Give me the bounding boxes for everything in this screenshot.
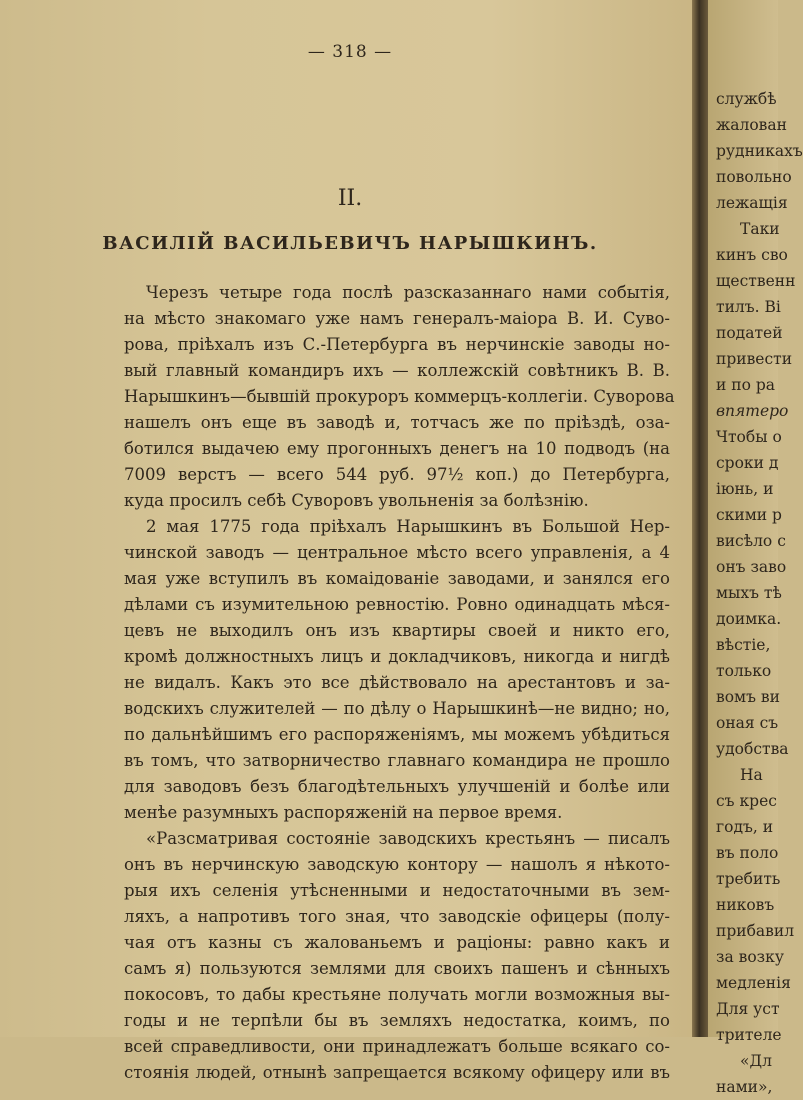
text-line: мая уже вступилъ въ комаідованіе заводами, и занялся его <box>124 569 670 588</box>
right-page-text <box>716 86 803 1100</box>
text-line: чинской заводъ — центральное мѣсто всего управленія, а 4 <box>124 543 670 562</box>
text-line: покосовъ, то дабы крестьяне получать могли возможныя вы- <box>124 985 670 1004</box>
text-line: ляхъ, а напротивъ того зная, что заводскіе офицеры (полу- <box>124 907 670 926</box>
right-page-line: сроки д <box>716 454 779 472</box>
text-line: 2 мая 1775 года пріѣхалъ Нарышкинъ въ Большой Нер- <box>146 517 670 536</box>
right-page-line: щественн <box>716 272 796 290</box>
text-line: годы и не терпѣли бы въ земляхъ недостатка, коимъ, по <box>124 1011 670 1030</box>
text-line: Нарышкинъ—бывшій прокуроръ коммерцъ-коллегіи. Суворова <box>124 387 675 406</box>
right-page-line: кинъ сво <box>716 246 788 264</box>
text-line: рыя ихъ селенія утѣсненными и недостаточными въ зем- <box>124 881 670 900</box>
right-page-line: за возку <box>716 948 784 966</box>
text-line: онъ въ нерчинскую заводскую контору — нашолъ я нѣкото- <box>124 855 670 874</box>
right-page-line: податей <box>716 324 783 342</box>
right-page-line: впятеро <box>716 402 789 420</box>
chapter-number: II. <box>337 186 363 211</box>
right-page-line: На <box>740 766 763 784</box>
right-page-line: никовъ <box>716 896 775 914</box>
right-page-line: требить <box>716 870 781 888</box>
text-line: на мѣсто знакомаго уже намъ генералъ-маіора В. И. Суво- <box>124 309 670 328</box>
text-line: куда просилъ себѣ Суворовъ увольненія за болѣзнію. <box>124 491 589 510</box>
right-page-line: медленія <box>716 974 791 992</box>
right-page-line: скими р <box>716 506 782 524</box>
text-line: дѣлами съ изумительною ревностію. Ровно одинадцать мѣся- <box>124 595 670 614</box>
right-page-line: нами», <box>716 1078 773 1096</box>
text-line: не видалъ. Какъ это все дѣйствовало на арестантовъ и за- <box>124 673 670 692</box>
chapter-title: ВАСИЛІЙ ВАСИЛЬЕВИЧЪ НАРЫШКИНЪ. <box>102 233 598 254</box>
right-page-line: рудникахъ <box>716 142 803 160</box>
right-page-line: онъ заво <box>716 558 787 576</box>
right-page-line: мыхъ тѣ <box>716 584 782 602</box>
text-line: цевъ не выходилъ онъ изъ квартиры своей и никто его, <box>124 621 670 640</box>
right-page-line: вѣстіе, <box>716 636 771 654</box>
text-line: менѣе разумныхъ распоряженій на первое время. <box>124 803 563 822</box>
right-page-edge <box>708 0 803 1096</box>
text-line: «Разсматривая состояніе заводскихъ крестьянъ — писалъ <box>146 829 670 848</box>
text-line: рова, пріѣхалъ изъ С.-Петербурга въ нерчинскіе заводы но- <box>124 335 670 354</box>
right-page-line: доимка. <box>716 610 782 628</box>
right-page-line: іюнь, и <box>716 480 774 498</box>
right-page-line: Таки <box>740 220 780 238</box>
right-page-line: повольно <box>716 168 792 186</box>
text-line: въ томъ, что затворничество главнаго командира не прошло <box>124 751 670 770</box>
right-page-line: удобства <box>716 740 789 758</box>
book-gutter <box>692 0 708 1037</box>
page-number: — 318 — <box>307 42 393 62</box>
text-line: всей справедливости, они принадлежатъ больше всякаго со- <box>124 1037 670 1056</box>
text-line: ботился выдачею ему прогонныхъ денегъ на 10 подводъ (на <box>124 439 670 458</box>
right-page-line: только <box>716 662 772 680</box>
right-page-line: службѣ <box>716 90 777 108</box>
text-line: чая отъ казны съ жалованьемъ и раціоны: равно какъ и <box>124 933 670 952</box>
right-page-line: висѣло с <box>716 532 786 550</box>
right-page-line: Чтобы о <box>716 428 782 446</box>
right-page-line: привести <box>716 350 793 368</box>
right-page-line: тилъ. Ві <box>716 298 781 316</box>
body-text <box>124 280 675 1086</box>
right-page-line: прибавил <box>716 922 795 940</box>
right-page-line: «Дл <box>740 1052 772 1070</box>
text-line: для заводовъ безъ благодѣтельныхъ улучшеній и болѣе или <box>124 777 670 796</box>
text-line: стоянія людей, отнынѣ запрещается всякому офицеру или въ <box>124 1063 670 1082</box>
right-page-line: годъ, и <box>716 818 774 836</box>
right-page-line: лежащія <box>716 194 788 212</box>
right-page-line: и по ра <box>716 376 776 394</box>
text-line: самъ я) пользуются землями для своихъ пашенъ и сѣнныхъ <box>124 959 670 978</box>
text-line: нашелъ онъ еще въ заводѣ и, тотчасъ же по пріѣздѣ, оза- <box>124 413 670 432</box>
right-page-line: оная съ <box>716 714 779 732</box>
text-line: 7009 верстъ — всего 544 руб. 97½ коп.) до Петербурга, <box>124 465 670 484</box>
text-line: вый главный командиръ ихъ — коллежскій совѣтникъ В. В. <box>124 361 670 380</box>
right-page-line: съ крес <box>716 792 777 810</box>
right-page-line: трителе <box>716 1026 782 1044</box>
text-line: водскихъ служителей — по дѣлу о Нарышкинѣ—не видно; но, <box>124 699 670 718</box>
right-page-line: Для уст <box>716 1000 780 1018</box>
right-page-line: жалован <box>716 116 787 134</box>
text-line: кромѣ должностныхъ лицъ и докладчиковъ, никогда и нигдѣ <box>124 647 670 666</box>
text-line: по дальнѣйшимъ его распоряженіямъ, мы можемъ убѣдиться <box>124 725 670 744</box>
text-line: Черезъ четыре года послѣ разсказаннаго нами событія, <box>146 283 670 302</box>
right-page-line: вомъ ви <box>716 688 780 706</box>
right-page-line: въ поло <box>716 844 779 862</box>
